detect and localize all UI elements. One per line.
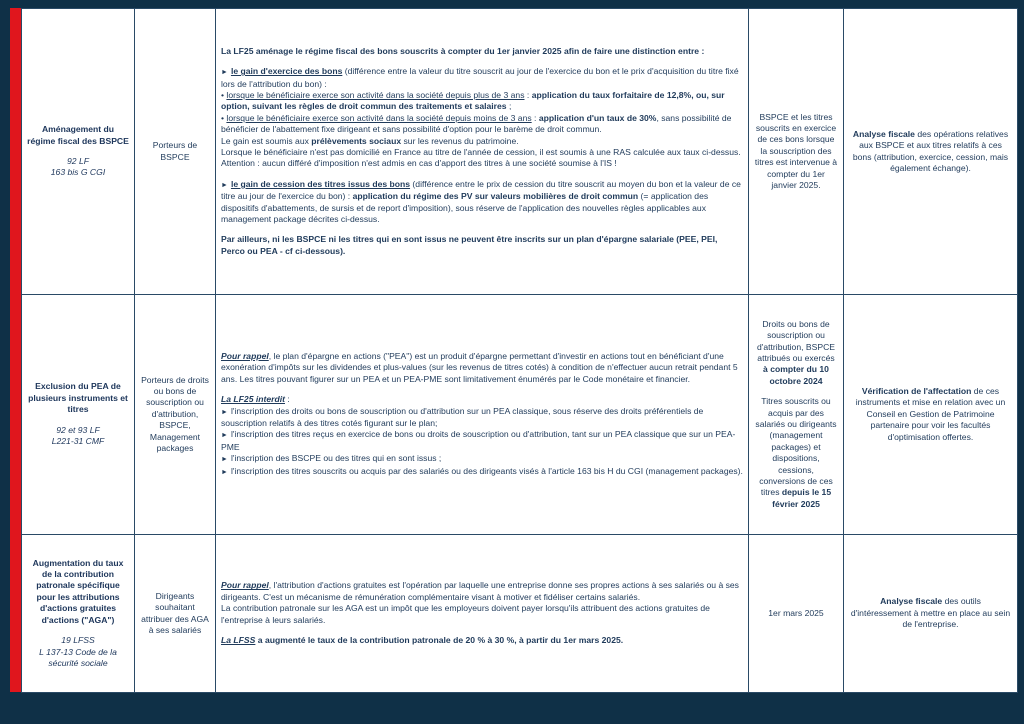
text: sur les revenus du patrimoine.	[401, 135, 519, 146]
section-text: (différence entre la valeur du titre souscrit au jour de l'exercice du bon et le prix d'acquisition du titre fixé lors de l'attribution du bon) :	[221, 66, 739, 89]
date-cell: BSPCE et les titres souscrits en exercice de ces bons lorsque la souscription des titres est intervenue à compter du 1er janvier 2025.	[749, 9, 844, 295]
topic-cell	[22, 535, 135, 693]
separator: :	[284, 394, 290, 405]
accent-bar	[10, 8, 21, 692]
action-text: de ces instruments et mise en relation avec un Conseil en Gestion de Patrimoine partenaire pour voir les facultés d'optimisation offertes.	[855, 385, 1006, 442]
condition-text: lorsque le bénéficiaire exerce son activité dans la société depuis plus de 3 ans	[226, 89, 525, 100]
measures-table	[21, 8, 1018, 693]
legal-ref: 163 bis G CGI	[50, 167, 106, 178]
list-item: l'inscription des BSCPE ou des titres qui en sont issus ;	[230, 453, 442, 464]
description-cell	[216, 9, 749, 295]
legal-ref: L221-31 CMF	[51, 436, 105, 447]
triangle-bullet-icon: ►	[221, 408, 228, 416]
action-bold: Vérification de l'affectation	[861, 385, 972, 396]
legal-ref: L 137-13 Code de la sécurité sociale	[39, 646, 117, 668]
triangle-bullet-icon: ►	[221, 181, 228, 189]
date-bold: depuis le 15 février 2025	[772, 487, 832, 509]
rule-text: application du régime des PV sur valeurs mobilières de droit commun	[352, 191, 639, 202]
triangle-bullet-icon: ►	[221, 468, 228, 476]
separator: :	[524, 89, 532, 100]
date-text: Titres souscrits ou acquis par des salariés ou dirigeants (management packages) et dispositions, cessions, conversions de ces titres	[755, 396, 837, 498]
rappel-text: , l'attribution d'actions gratuites est l'opération par laquelle une entreprise donne ses propres actions à ses salariés ou à ses dirigeants. C'est un mécanisme de rémunération complémentaire visant à motiver et fidéliser certains salariés.	[221, 580, 739, 602]
table-row	[22, 295, 1018, 535]
list-item: l'inscription des titres souscrits ou acquis par des salariés ou des dirigeants visés à l'article 163 bis H du CGI (management packages).	[230, 465, 743, 476]
description-cell	[216, 295, 749, 535]
action-bold: Analyse fiscale	[852, 128, 915, 139]
legal-ref: 92 LF	[67, 156, 89, 166]
beneficiaries-cell: Porteurs de BSPCE	[135, 9, 216, 295]
condition-text: lorsque le bénéficiaire exerce son activité dans la société depuis moins de 3 ans	[226, 112, 532, 123]
action-cell	[844, 535, 1018, 693]
topic-cell	[22, 295, 135, 535]
action-cell	[844, 9, 1018, 295]
rule-detail: , sans possibilité de bénéficier de l'abattement fixe dirigeant et sans possibilité d'option pour le barème de droit commun.	[221, 112, 732, 135]
attention-text: Attention : aucun différé d'imposition n'est admis en cas d'apport des titres à une société soumise à l'IS !	[221, 158, 617, 169]
outro-text: Par ailleurs, ni les BSPCE ni les titres qui en sont issus ne peuvent être inscrits sur un plan d'épargne salariale (PEE, PEI, Perco ou PEA - cf ci-dessous).	[221, 234, 718, 256]
text-bold: prélèvements sociaux	[311, 135, 402, 146]
section-heading: le gain d'exercice des bons	[230, 66, 343, 77]
topic-title: Exclusion du PEA de plusieurs instruments et titres	[28, 381, 128, 415]
date-bold: à compter du 10 octobre 2024	[763, 364, 829, 386]
ras-text: Lorsque le bénéficiaire n'est pas domicilié en France au titre de l'année de cession, il est soumis à une RAS calculée aux taux ci-dessus.	[221, 147, 741, 157]
rule-detail: (= application des dispositifs d'abattements, de sursis et de report d'imposition), sous réserve de l'application des nouvelles règles applicables aux management package décrites ci-dessus.	[221, 191, 709, 225]
date-cell	[749, 295, 844, 535]
bullet-icon: •	[221, 112, 227, 123]
beneficiaries-cell: Dirigeants souhaitant attribuer des AGA à ses salariés	[135, 535, 216, 693]
triangle-bullet-icon: ►	[221, 69, 228, 77]
topic-cell	[22, 9, 135, 295]
legal-ref: 19 LFSS	[61, 635, 95, 646]
rappel-text: , le plan d'épargne en actions ("PEA") est un produit d'épargne permettant d'investir en actions tout en bénéficiant d'une exonération d'impôts sur les dividendes et plus-values (sur les revenus de titres cotés) à condition de n'effectuer aucun retrait pendant 5 ans. Les titres pouvant figurer sur un PEA et un PEA-PME sont limitativement énumérés par le Code monétaire et financier.	[221, 350, 738, 384]
legal-ref: 92 et 93 LF	[56, 424, 100, 435]
lfss-label: La LFSS	[221, 635, 256, 646]
action-bold: Analyse fiscale	[880, 596, 943, 607]
action-text: des opérations relatives aux BSPCE et aux titres relatifs à ces bons (attribution, exercice, cession, mais également échange).	[852, 128, 1009, 173]
rule-text: application du taux forfaitaire de 12,8%, ou, sur option, suivant les règles de droit commun des traitements et salaires	[221, 89, 725, 112]
rappel-label: Pour rappel	[221, 580, 269, 591]
topic-title: Augmentation du taux de la contribution patronale spécifique pour les attributions d'actions gratuites d'actions ("AGA")	[32, 557, 124, 625]
intro-text: La LF25 aménage le régime fiscal des bons souscrits à compter du 1er janvier 2025 afin de faire une distinction entre :	[221, 45, 705, 56]
action-text: des outils d'intéressement à mettre en place au sein de l'entreprise.	[850, 596, 1011, 630]
triangle-bullet-icon: ►	[221, 432, 228, 440]
text: Le gain est soumis aux	[221, 135, 312, 146]
contribution-text: La contribution patronale sur les AGA est un impôt que les employeurs doivent payer lorsqu'ils attribuent des actions gratuites de l'entreprise à leurs salariés.	[221, 603, 710, 625]
interdit-label: La LF25 interdit	[221, 394, 285, 405]
date-cell: 1er mars 2025	[749, 535, 844, 693]
bullet-icon: •	[221, 89, 227, 100]
beneficiaries-cell: Porteurs de droits ou bons de souscription ou d'attribution, BSPCE, Management packages	[135, 295, 216, 535]
lfss-text: a augmenté le taux de la contribution patronale de 20 % à 30 %, à partir du 1er mars 2025.	[255, 635, 624, 646]
separator: :	[531, 112, 539, 123]
triangle-bullet-icon: ►	[221, 456, 228, 464]
table-row	[22, 535, 1018, 693]
table-row	[22, 9, 1018, 295]
list-item: l'inscription des droits ou bons de souscription ou d'attribution sur un PEA classique, sous réserve des droits préférentiels de souscription relatifs à des titres cotés figurant sur le plan;	[221, 405, 704, 428]
list-item: l'inscription des titres reçus en exercice de bons ou droits de souscription ou d'attribution, tant sur un PEA classique que sur un PEA-PME	[221, 429, 736, 452]
section-heading: le gain de cession des titres issus des bons	[230, 178, 411, 189]
date-text: Droits ou bons de souscription ou d'attribution, BSPCE attribués ou exercés	[756, 318, 836, 363]
separator: ;	[506, 101, 512, 112]
topic-title: Aménagement du régime fiscal des BSPCE	[27, 124, 129, 146]
rappel-label: Pour rappel	[221, 350, 269, 361]
section-text: (différence entre le prix de cession du titre souscrit au moyen du bon et la valeur de ce titre au jour de l'exercice du bon) :	[221, 178, 741, 202]
description-cell	[216, 535, 749, 693]
action-cell	[844, 295, 1018, 535]
rule-text: application d'un taux de 30%	[538, 112, 657, 123]
